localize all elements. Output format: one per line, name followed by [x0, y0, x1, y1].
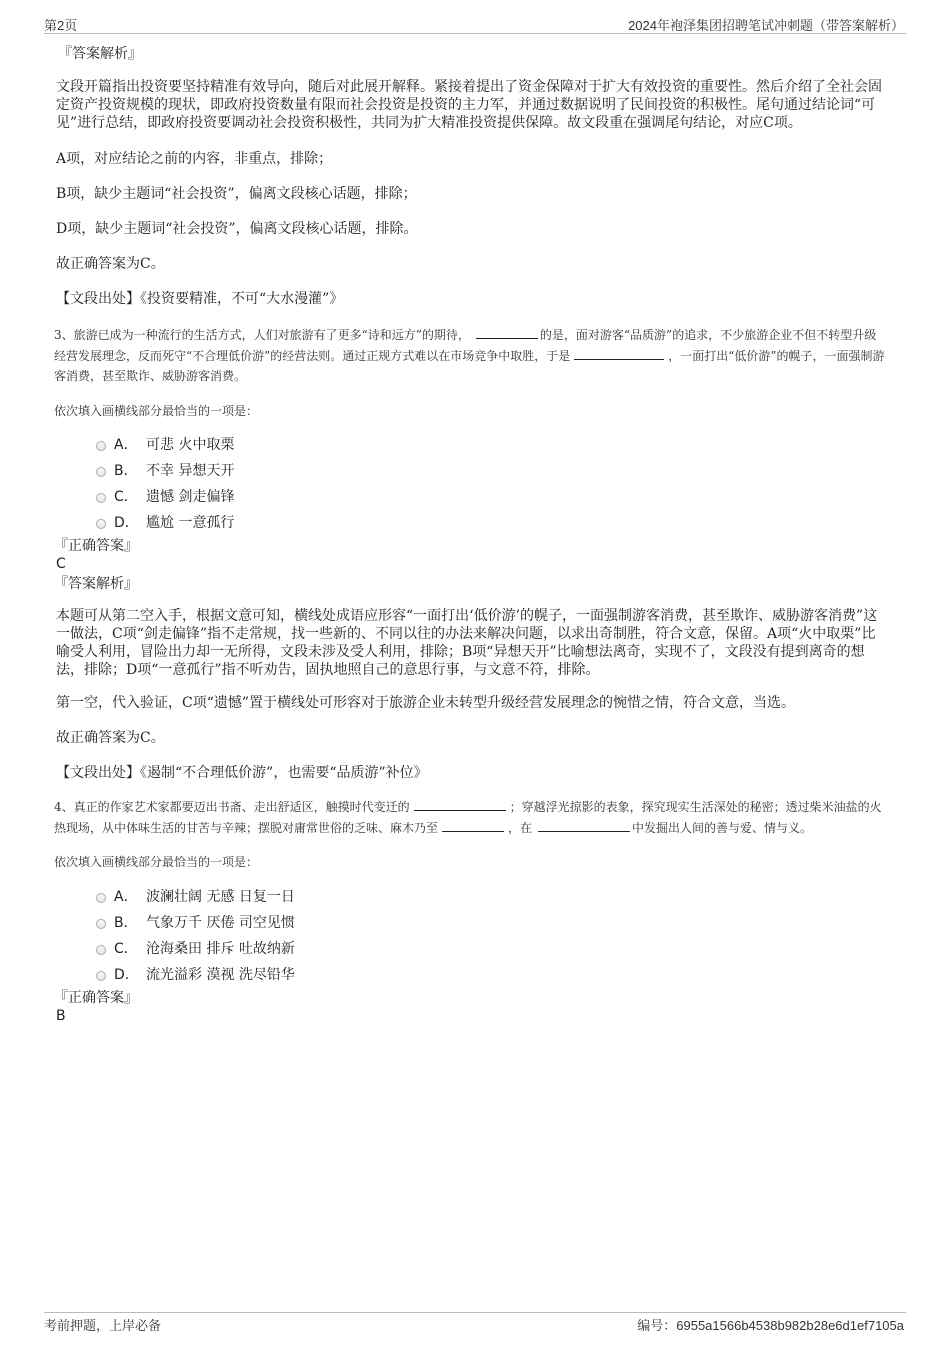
- analysis-note: D项，缺少主题词“社会投资”，偏离文段核心话题，排除。: [56, 221, 418, 237]
- analysis-label: 『答案解析』: [58, 46, 142, 62]
- fill-blank: [414, 798, 506, 811]
- fill-blank: [574, 347, 664, 360]
- option-c[interactable]: [96, 935, 888, 961]
- source-citation: 【文段出处】《遏制“不合理低价游”，也需要“品质游”补位》: [56, 765, 428, 781]
- source-citation: 【文段出处】《投资要精准，不可“大水漫灌”》: [56, 291, 344, 307]
- analysis-label: 『答案解析』: [54, 576, 138, 592]
- correct-answer-label: 『正确答案』: [54, 538, 138, 554]
- option-text: 气象万千 厌倦 司空见惯: [146, 914, 295, 931]
- document-code: [637, 1315, 904, 1334]
- option-key: D．: [114, 966, 139, 983]
- code-value: 6955a1566b4538b982b28e6d1ef7105a: [676, 1318, 904, 1333]
- stem-text: 的是，面对游客“品质游”的追求，不少旅游企业不但不转型升级经营发展理念，反而死守“不合理低价游”的经营法则。通过正规方式难以在市场竞争中取胜，于是: [54, 328, 877, 363]
- option-key: B．: [114, 914, 138, 931]
- radio-button[interactable]: [96, 493, 106, 503]
- analysis-note: 第一空，代入验证，C项“遗憾”置于横线处可形容对于旅游企业未转型升级经营发展理念的惋惜之情，符合文意，当选。: [56, 695, 796, 711]
- option-text: 流光溢彩 漠视 洗尽铅华: [146, 966, 295, 983]
- radio-button[interactable]: [96, 893, 106, 903]
- option-a[interactable]: [96, 883, 888, 909]
- analysis-text: 文段开篇指出投资要坚持精准有效导向，随后对此展开解释。紧接着提出了资金保障对于扩大有效投资的重要性。然后介绍了全社会固定资产投资规模的现状，即政府投资数量有限而社会投资是投资的主力军，并通过数据说明了民间投资的积极性。尾句通过结论词“可见”进行总结，即政府投资要调动社会投资积极性，共同为扩大精准投资提供保障。故文段重在强调尾句结论，对应C项。: [56, 79, 882, 131]
- fill-blank: [476, 326, 538, 339]
- option-key: B．: [114, 463, 138, 479]
- answer-conclusion: 故正确答案为C。: [56, 256, 165, 272]
- stem-text: ；穿越浮光掠影的表象，探究现实生活深处的秘密；透过柴米油盐的火热现场，从中体味生活的甘苦与辛辣；摆脱对庸常世俗的乏味、麻木乃至: [54, 800, 882, 835]
- page-footer: [44, 1312, 906, 1333]
- question-instruction: 依次填入画横线部分最恰当的一项是：: [54, 855, 259, 869]
- radio-button[interactable]: [96, 519, 106, 529]
- correct-answer: C: [56, 556, 66, 572]
- option-text: 波澜壮阔 无感 日复一日: [146, 888, 295, 905]
- question-instruction: 依次填入画横线部分最恰当的一项是：: [54, 403, 259, 418]
- correct-answer-label: 『正确答案』: [54, 989, 138, 1006]
- stem-text: 4、真正的作家艺术家都要迈出书斋、走出舒适区，触摸时代变迁的: [54, 800, 410, 814]
- question-4-stem: [54, 797, 888, 838]
- option-key: D．: [114, 515, 139, 531]
- question-3-options: [96, 431, 888, 535]
- radio-button[interactable]: [96, 919, 106, 929]
- fill-blank: [538, 819, 630, 832]
- fill-blank: [442, 819, 504, 832]
- radio-button[interactable]: [96, 441, 106, 451]
- radio-button[interactable]: [96, 467, 106, 477]
- stem-text: 3、旅游已成为一种流行的生活方式，人们对旅游有了更多“诗和远方”的期待，: [54, 328, 470, 342]
- radio-button[interactable]: [96, 945, 106, 955]
- code-label: 编号：: [637, 1318, 677, 1333]
- option-b[interactable]: [96, 457, 888, 483]
- stem-text: ，一面打出“低价游”的幌子，一面强制游客消费，甚至欺诈、威胁游客消费。: [54, 348, 885, 383]
- question-3-stem: [54, 325, 888, 387]
- option-c[interactable]: [96, 483, 888, 509]
- option-b[interactable]: [96, 909, 888, 935]
- option-key: C．: [114, 940, 138, 957]
- stem-text: 中发掘出人间的善与爱、情与义。: [632, 820, 813, 835]
- option-key: A．: [114, 437, 138, 453]
- radio-button[interactable]: [96, 971, 106, 981]
- option-key: C．: [114, 489, 138, 505]
- correct-answer: B: [56, 1007, 66, 1024]
- answer-conclusion: 故正确答案为C。: [56, 730, 165, 746]
- page-content: [56, 45, 888, 1025]
- option-d[interactable]: [96, 961, 888, 987]
- stem-text: ，在: [508, 820, 533, 835]
- option-text: 尴尬 一意孤行: [146, 515, 235, 531]
- option-d[interactable]: [96, 509, 888, 535]
- footer-slogan: 考前押题，上岸必备: [44, 1318, 162, 1333]
- option-text: 可悲 火中取栗: [146, 437, 235, 453]
- document-title: 2024年袍泽集团招聘笔试冲刺题（带答案解析）: [628, 18, 904, 33]
- option-key: A．: [114, 888, 138, 905]
- analysis-text: 本题可从第二空入手，根据文意可知，横线处成语应形容“一面打出‘低价游’的幌子，一面强制游客消费，甚至欺诈、威胁游客消费”这一做法，C项“剑走偏锋”指不走常规，找一些新的、不同以往的办法来解决问题，以求出奇制胜，符合文意，保留。A项“火中取栗”比喻受人利用，冒险出力却一无所得，文段未涉及受人利用，排除；B项“异想天开”比喻想法离奇，实现不了，文段没有提到离奇的想法，排除；D项“一意孤行”指不听劝告，固执地照自己的意思行事，与文意不符，排除。: [56, 608, 878, 678]
- page-header: [44, 13, 906, 34]
- page-number: 第2页: [44, 18, 78, 33]
- analysis-note: A项，对应结论之前的内容，非重点，排除；: [56, 151, 333, 167]
- option-text: 遗憾 剑走偏锋: [146, 489, 235, 505]
- option-text: 沧海桑田 排斥 吐故纳新: [146, 940, 295, 957]
- question-4-options: [96, 883, 888, 987]
- option-text: 不幸 异想天开: [146, 463, 235, 479]
- analysis-note: B项，缺少主题词“社会投资”，偏离文段核心话题，排除；: [56, 186, 417, 202]
- option-a[interactable]: [96, 431, 888, 457]
